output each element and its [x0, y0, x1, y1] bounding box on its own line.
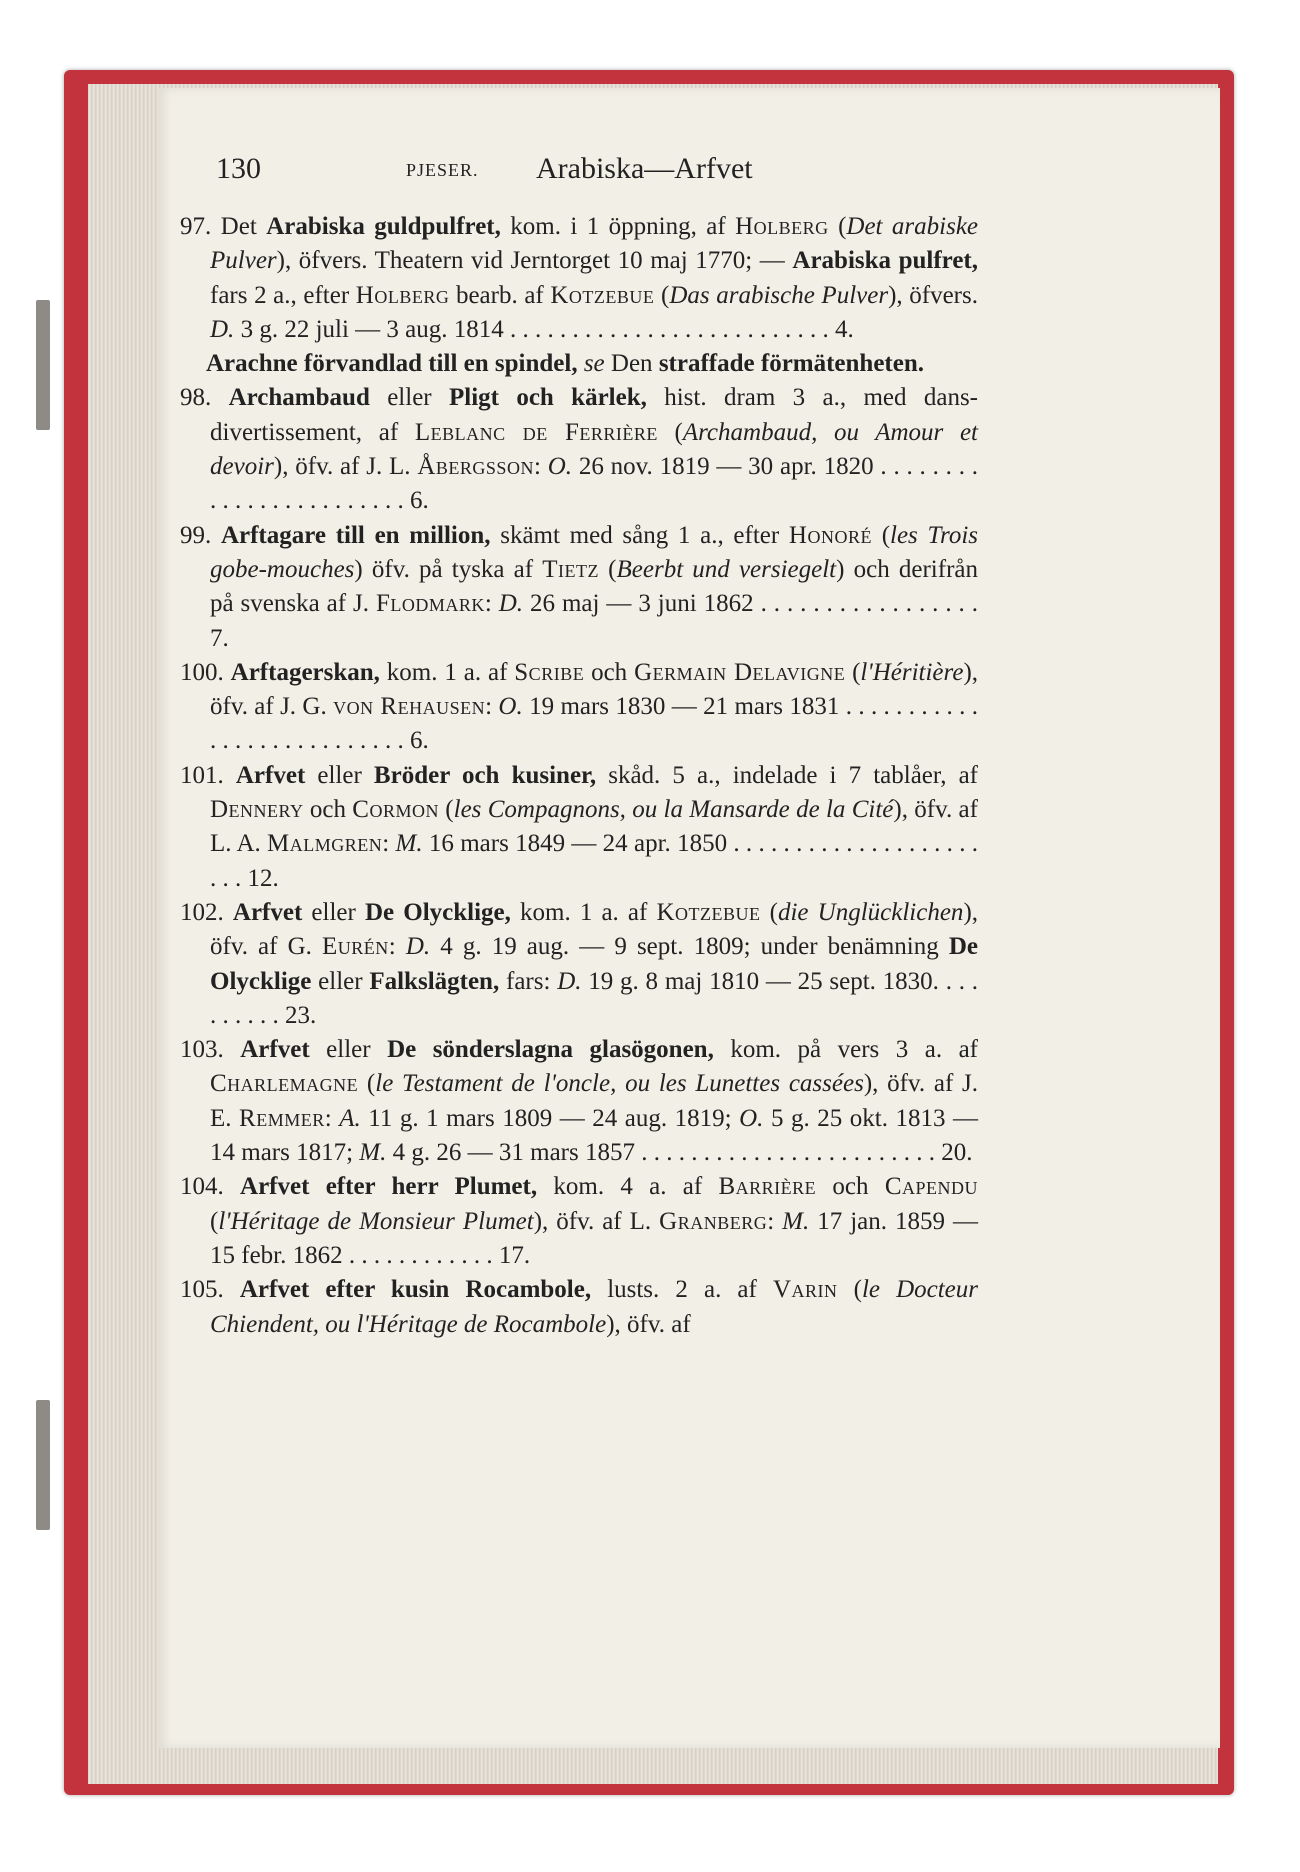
catalog-entry [180, 519, 978, 656]
section-label: PJESER. [406, 160, 479, 180]
clasp-bottom-left [36, 1400, 50, 1530]
entry-number: 99. [180, 521, 221, 549]
entry-text: Det Arabiska guldpulfret, kom. i 1 öppning, af Holberg (Det arabiske Pulver), öfvers. Theatern vid Jerntorget 10 maj 1770; — Arabiska pulfret, fars 2 a., efter Holberg bearb. af Kotzebue (Das arabische Pulver), öfvers. D. 3 g. 22 juli — 3 aug. 1814 . . . . . . . . . . . . . . . . . . . . . . . . . . 4. [210, 213, 979, 343]
catalog-entry [180, 1033, 978, 1170]
running-title: Arabiska—Arfvet [536, 152, 753, 185]
catalog-entry [180, 656, 978, 759]
catalog-entry [180, 896, 978, 1033]
entry-text: Arfvet efter kusin Rocambole, lusts. 2 a. af Varin (le Docteur Chiendent, ou l'Héritage de Rocambole), öfv. af [210, 1276, 978, 1338]
entry-number: 103. [180, 1036, 241, 1064]
entry-text: Arfvet eller Bröder och kusiner, skåd. 5 a., indelade i 7 tablåer, af Dennery och Cormon (les Compagnons, ou la Mansarde de la Cité), öfv. af L. A. Malmgren: M. 16 mars 1849 — 24 apr. 1850 . . . . . . . . . . . . . . . . . . . . . . . 12. [210, 761, 978, 892]
entry-number: 97. [180, 213, 221, 240]
clasp-top-left [36, 300, 50, 430]
catalog-entry [180, 1273, 978, 1342]
entry-number: 98. [180, 384, 229, 412]
entry-text: Arfvet efter herr Plumet, kom. 4 a. af Barrière och Capendu (l'Héritage de Monsieur Plumet), öfv. af L. Granberg: M. 17 jan. 1859 — 15 febr. 1862 . . . . . . . . . . . . 17. [210, 1173, 978, 1269]
entry-number: 104. [180, 1173, 241, 1201]
catalog-entry [180, 347, 978, 381]
entry-text: Arfvet eller De Olycklige, kom. 1 a. af Kotzebue (die Unglücklichen), öfv. af G. Eurén: D. 4 g. 19 aug. — 9 sept. 1809; under benämning De Olycklige eller Falkslägten, fars: D. 19 g. 8 maj 1810 — 25 sept. 1830. . . . . . . . . . 23. [210, 898, 979, 1029]
entry-number: 101. [180, 761, 236, 789]
catalog-entry [180, 759, 978, 896]
entry-text: Arftagare till en million, skämt med sång 1 a., efter Honoré (les Trois gobe-mouches) öfv. på tyska af Tietz (Beerbt und versiegelt) och derifrån på svenska af J. Flodmark: D. 26 maj — 3 juni 1862 . . . . . . . . . . . . . . . . . 7. [210, 521, 978, 652]
running-header [216, 152, 936, 192]
entry-list [180, 210, 978, 1342]
entry-text: Archambaud eller Pligt och kärlek, hist. dram 3 a., med dans-divertissement, af Leblanc de Ferrière (Archambaud, ou Amour et devoir), öfv. af J. L. Åbergsson: O. 26 nov. 1819 — 30 apr. 1820 . . . . . . . . . . . . . . . . . . . . . . . . 6. [210, 384, 979, 515]
entry-text: Arachne förvandlad till en spindel, se Den straffade förmätenheten. [206, 350, 925, 378]
catalog-entry [180, 1170, 978, 1273]
entry-number: 100. [180, 658, 231, 686]
catalog-entry [180, 381, 978, 518]
entry-number: 105. [180, 1276, 240, 1304]
catalog-entry [180, 210, 978, 347]
entry-number: 102. [180, 898, 233, 926]
entry-text: Arftagerskan, kom. 1 a. af Scribe och Germain Delavigne (l'Héritière), öfv. af J. G. von Rehausen: O. 19 mars 1830 — 21 mars 1831 . . . . . . . . . . . . . . . . . . . . . . . . . . . 6. [210, 658, 979, 755]
page-number: 130 [216, 152, 261, 185]
entry-text: Arfvet eller De sönderslagna glasögonen, kom. på vers 3 a. af Charlemagne (le Testament de l'oncle, ou les Lunettes cassées), öfv. af J. E. Remmer: A. 11 g. 1 mars 1809 — 24 aug. 1819; O. 5 g. 25 okt. 1813 — 14 mars 1817; M. 4 g. 26 — 31 mars 1857 . . . . . . . . . . . . . . . . . . . . . . . . 20. [210, 1036, 979, 1167]
